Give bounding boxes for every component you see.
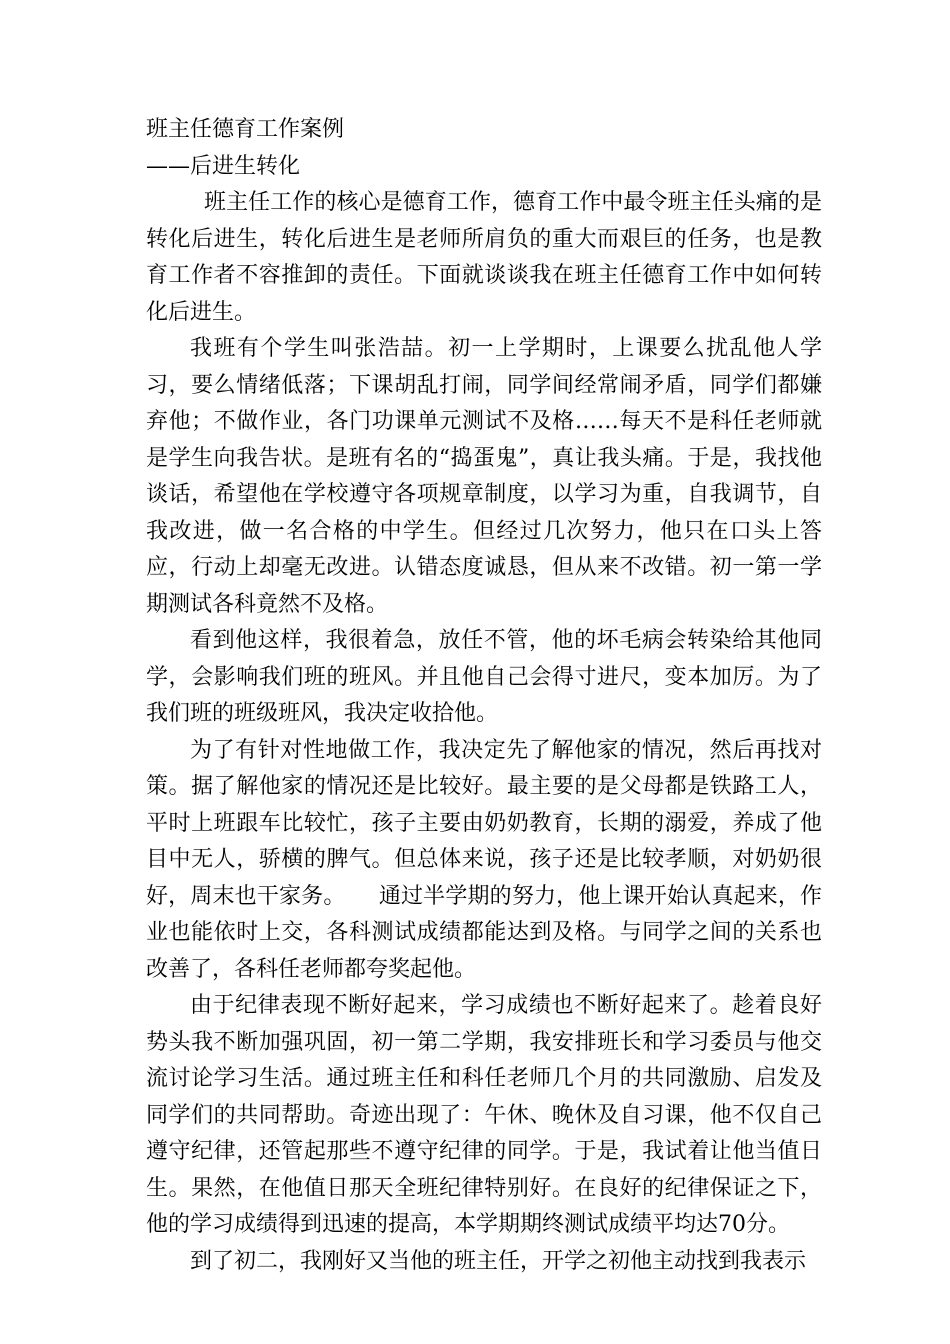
- paragraph-family-situation: 为了有针对性地做工作，我决定先了解他家的情况，然后再找对策。据了解他家的情况还是比较好。最主要的是父母都是铁路工人，平时上班跟车比较忙，孩子主要由奶奶教育，长期的溺爱，养成了他目中无人，骄横的脾气。但总体来说，孩子还是比较孝顺，对奶奶很好，周末也干家务。 通过半学期的努力，他上课开始认真起来，作业也能依时上交，各科测试成绩都能达到及格。与同学之间的关系也改善了，各科任老师都夸奖起他。: [146, 737, 822, 982]
- paragraph-progress: 由于纪律表现不断好起来，学习成绩也不断好起来了。趁着良好势头我不断加强巩固，初一第二学期，我安排班长和学习委员与他交流讨论学习生活。通过班主任和科任老师几个月的共同激励、启发及同学们的共同帮助。奇迹出现了：午休、晚休及自习课，他不仅自己遵守纪律，还管起那些不遵守纪律的同学。于是，我试着让他当值日生。果然，在他值日那天全班纪律特别好。在良好的纪律保证之下，他的学习成绩得到迅速的提高，本学期期终测试成绩平均达70分。: [146, 993, 822, 1237]
- document-body: [146, 112, 822, 1280]
- paragraph-decision: 看到他这样，我很着急，放任不管，他的坏毛病会转染给其他同学，会影响我们班的班风。并且他自己会得寸进尺，变本加厉。为了我们班的班级班风，我决定收拾他。: [146, 628, 822, 726]
- document-subtitle: ——后进生转化: [146, 153, 301, 179]
- document-title: 班主任德育工作案例: [146, 117, 345, 142]
- paragraph-student-background: 我班有个学生叫张浩喆。初一上学期时，上课要么扰乱他人学习，要么情绪低落；下课胡乱打闹，同学间经常闹矛盾，同学们都嫌弃他；不做作业，各门功课单元测试不及格……每天不是科任老师就是学生向我告状。是班有名的“捣蛋鬼”，真让我头痛。于是，我找他谈话，希望他在学校遵守各项规章制度，以学习为重，自我调节，自我改进，做一名合格的中学生。但经过几次努力，他只在口头上答应，行动上却毫无改进。认错态度诚恳，但从来不改错。初一第一学期测试各科竟然不及格。: [146, 336, 822, 617]
- paragraph-intro: 班主任工作的核心是德育工作，德育工作中最令班主任头痛的是转化后进生，转化后进生是老师所肩负的重大而艰巨的任务，也是教育工作者不容推卸的责任。下面就谈谈我在班主任德育工作中如何转化后进生。: [146, 190, 822, 325]
- paragraph-grade-two: 到了初二，我刚好又当他的班主任，开学之初他主动找到我表示: [190, 1248, 807, 1274]
